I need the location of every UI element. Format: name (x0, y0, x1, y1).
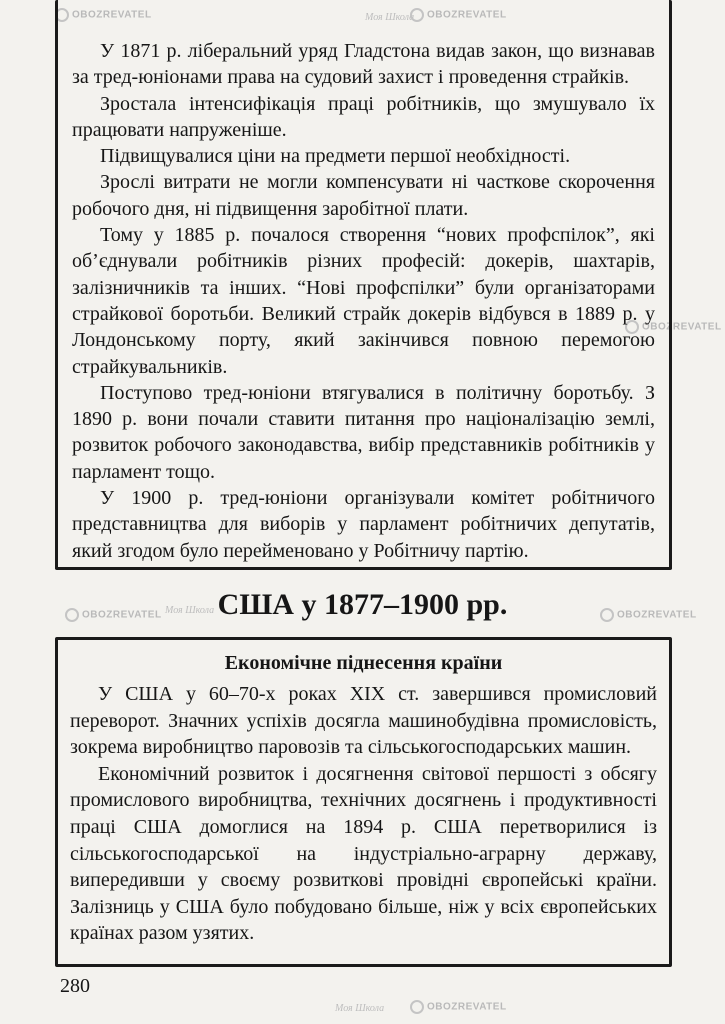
page-number: 280 (60, 975, 90, 997)
watermark-school: Моя Школа (165, 605, 215, 616)
watermark-circle-icon (410, 1000, 424, 1014)
watermark-logo: OBOZREVATEL (410, 1000, 507, 1014)
text-box-usa-economy (55, 637, 672, 967)
paragraph: Поступово тред-юніони втягувалися в політичну боротьбу. З 1890 р. вони почали ставити питання про націоналізацію землі, розвиток робочого законодавства, вибір представників робітників у парламент тощо. (72, 381, 655, 483)
paragraph: Підвищувалися ціни на предмети першої необхідності. (100, 145, 571, 168)
text-box-britain (55, 0, 672, 570)
paragraph: Зростала інтенсифікація праці робітників, що змушувало їх працювати напруженіше. (72, 92, 655, 141)
watermark-school: Моя Школа (335, 1003, 385, 1014)
watermark-logo: OBOZREVATEL (600, 608, 697, 622)
watermark-logo: OBOZREVATEL (65, 608, 162, 622)
paragraph: У 1871 р. ліберальний уряд Гладстона видав закон, що визнавав за тред-юніонами права на судовий захист і проведення страйків. (72, 40, 655, 89)
watermark-school: Моя Школа (365, 12, 415, 23)
watermark-logo: OBOZREVATEL (410, 8, 507, 22)
paragraph: Тому у 1885 р. почалося створення “нових профспілок”, які об’єднували робітників різних професій: докерів, шахтарів, залізничників та інших. “Нові профспілки” були організаторами страйкової боротьби. Великий страйк докерів відбувся в 1889 р. у Лондонському порту, який закінчився повною перемогою страйкувальників. (72, 224, 655, 378)
paragraph: У США у 60–70-х роках XIX ст. завершився промисловий переворот. Значних успіхів досягла машинобудівна промисловість, зокрема виробництво паровозів та сільськогосподарських машин. (70, 683, 657, 759)
paragraph: У 1900 р. тред-юніони організували комітет робітничого представництва для виборів у парламент робітничих депутатів, який згодом було перейменовано у Робітничу партію. (72, 487, 655, 562)
paragraph: Економічний розвиток і досягнення світової першості з обсягу промислового виробництва, технічних досягнень і продуктивності праці США домоглися на 1894 р. США перетворилися із сільськогосподарської на індустріально-аграрну державу, випередивши у своєму розвиткові провідні європейські країни. Залізниць у США було побудовано більше, ніж у всіх європейських країнах разом узятих. (70, 762, 657, 945)
watermark-logo: OBOZREVATEL (625, 320, 722, 334)
watermark-logo: OBOZREVATEL (55, 8, 152, 22)
paragraph: Зрослі витрати не могли компенсувати ні часткове скорочення робочого дня, ні підвищення заробітної плати. (72, 171, 655, 220)
box-heading: Економічне піднесення країни (224, 652, 503, 674)
section-title: США у 1877–1900 рр. (217, 588, 508, 621)
